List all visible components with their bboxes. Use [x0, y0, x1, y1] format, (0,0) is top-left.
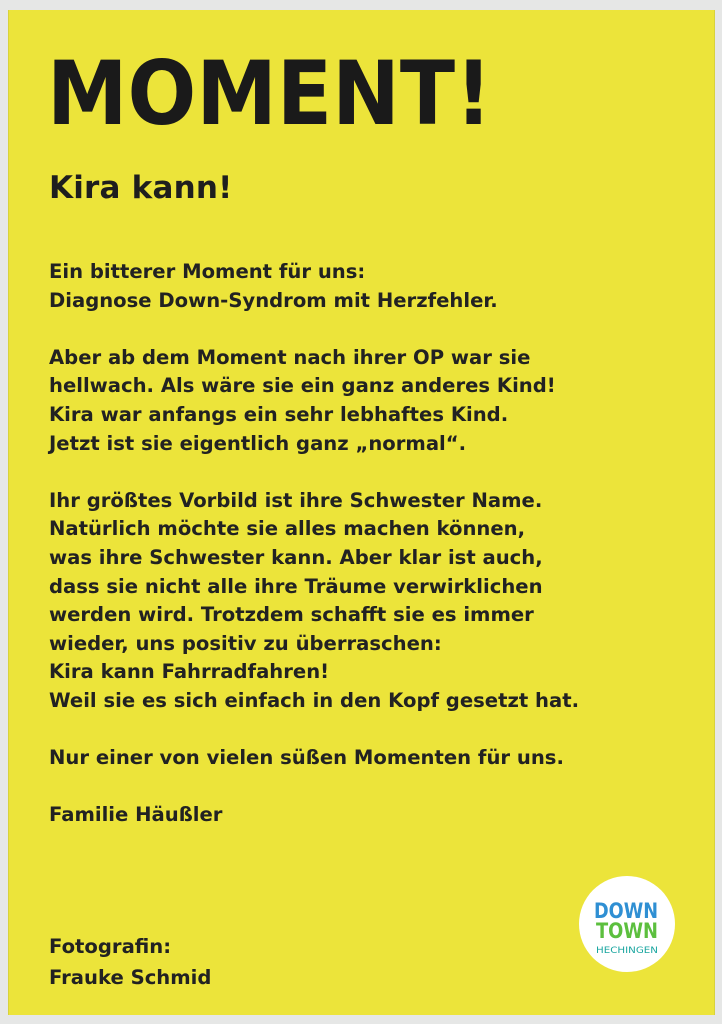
moment-logo: [47, 48, 492, 133]
badge-down: DOWN: [594, 899, 658, 923]
photographer-credit: Fotografin: Frauke Schmid: [49, 935, 212, 989]
badge-hechingen: HECHINGEN: [596, 946, 658, 956]
downtown-hechingen-badge: [579, 876, 675, 972]
downtown-hechingen-logo: [579, 876, 675, 972]
page-title: Kira kann!: [49, 170, 233, 206]
story-text: [49, 258, 714, 830]
paragraph-1: Ein bitterer Moment für uns: Diagnose Down-Syndrom mit Herzfehler.: [49, 260, 498, 312]
logo-text: MOMENT!: [47, 48, 492, 133]
signature: Familie Häußler: [49, 803, 223, 827]
moment-wordmark-logo: [47, 48, 492, 133]
paragraph-2: Aber ab dem Moment nach ihrer OP war sie hellwach. Als wäre sie ein ganz anderes Kind! Kira war anfangs ein sehr lebhaftes Kind. Jetzt ist sie eigentlich ganz „normal“.: [49, 345, 556, 455]
badge-town: TOWN: [596, 919, 658, 943]
flyer-page: [8, 10, 715, 1015]
paragraph-3: Ihr größtes Vorbild ist ihre Schwester Name. Natürlich möchte sie alles machen können, was ihre Schwester kann. Aber klar ist auch, dass sie nicht alle ihre Träume verwirklichen werden wird. Trotzdem schafft sie es immer wieder, uns positiv zu überraschen: Kira kann Fahrradfahren! Weil sie es sich einfach in den Kopf gesetzt hat.: [49, 488, 580, 712]
paragraph-4: Nur einer von vielen süßen Momenten für uns.: [49, 746, 564, 770]
